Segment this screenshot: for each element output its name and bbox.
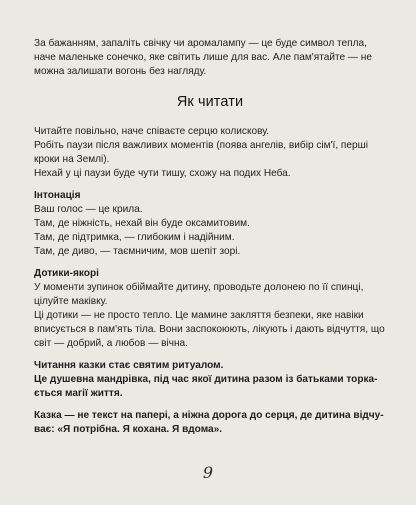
reading-line: Читайте повільно, наче співаєте серцю колискову. bbox=[34, 126, 270, 137]
intonation-section bbox=[34, 189, 386, 259]
anchors-line: світ — добрий, а любов — вічна. bbox=[34, 338, 188, 349]
ritual-line: Це душевна мандрівка, під час якої дитина разом із батьками торка- bbox=[34, 374, 378, 385]
anchors-heading: Дотики-якорі bbox=[34, 268, 99, 279]
section-title: Як читати bbox=[176, 94, 244, 110]
reading-paragraph bbox=[34, 125, 386, 181]
ritual-line: Читання казки стає святим ритуалом. bbox=[34, 360, 224, 371]
intro-line: наче маленьке сонечко, яке світить лише для вас. Але пам'ятайте — не bbox=[34, 52, 372, 63]
reading-line: кроки на Землі). bbox=[34, 154, 110, 165]
intonation-line: Там, де диво, — таємничим, мов шепіт зорі. bbox=[34, 246, 241, 257]
closing-line: Казка — не текст на папері, а ніжна дорога до серця, де дитина відчу- bbox=[34, 410, 384, 421]
intonation-heading: Інтонація bbox=[34, 190, 81, 201]
anchors-line: цілуйте маківку. bbox=[34, 296, 108, 307]
anchors-line: У моменти зупинок обіймайте дитину, проводьте долонею по її спинці, bbox=[34, 282, 364, 293]
anchors-section bbox=[34, 267, 386, 351]
page-number: 9 bbox=[202, 463, 214, 482]
reading-line: Робіть паузи після важливих моментів (поява ангелів, вибір сім'ї, перші bbox=[34, 140, 368, 151]
anchors-line: Ці дотики — не просто тепло. Це мамине закляття безпеки, яке навіки bbox=[34, 310, 364, 321]
intonation-line: Там, де ніжність, нехай він буде оксамитовим. bbox=[34, 218, 250, 229]
intro-line: можна залишати вогонь без нагляду. bbox=[34, 66, 207, 77]
intonation-line: Там, де підтримка, — глибоким і надійним. bbox=[34, 232, 235, 243]
ritual-line: ється магії життя. bbox=[34, 388, 123, 399]
anchors-line: вписується в пам'ять тіла. Вони заспокоюють, лікують і дають відчуття, що bbox=[34, 324, 385, 335]
closing-paragraph bbox=[34, 409, 386, 437]
closing-line: ває: «Я потрібна. Я кохана. Я вдома». bbox=[34, 424, 223, 435]
intro-line: За бажанням, запаліть свічку чи аромалампу — це буде символ тепла, bbox=[34, 38, 367, 49]
intro-paragraph bbox=[34, 37, 386, 79]
reading-line: Нехай у ці паузи буде чути тишу, схожу на подих Неба. bbox=[34, 168, 291, 179]
intonation-line: Ваш голос — це крила. bbox=[34, 204, 143, 215]
ritual-paragraph bbox=[34, 359, 386, 401]
